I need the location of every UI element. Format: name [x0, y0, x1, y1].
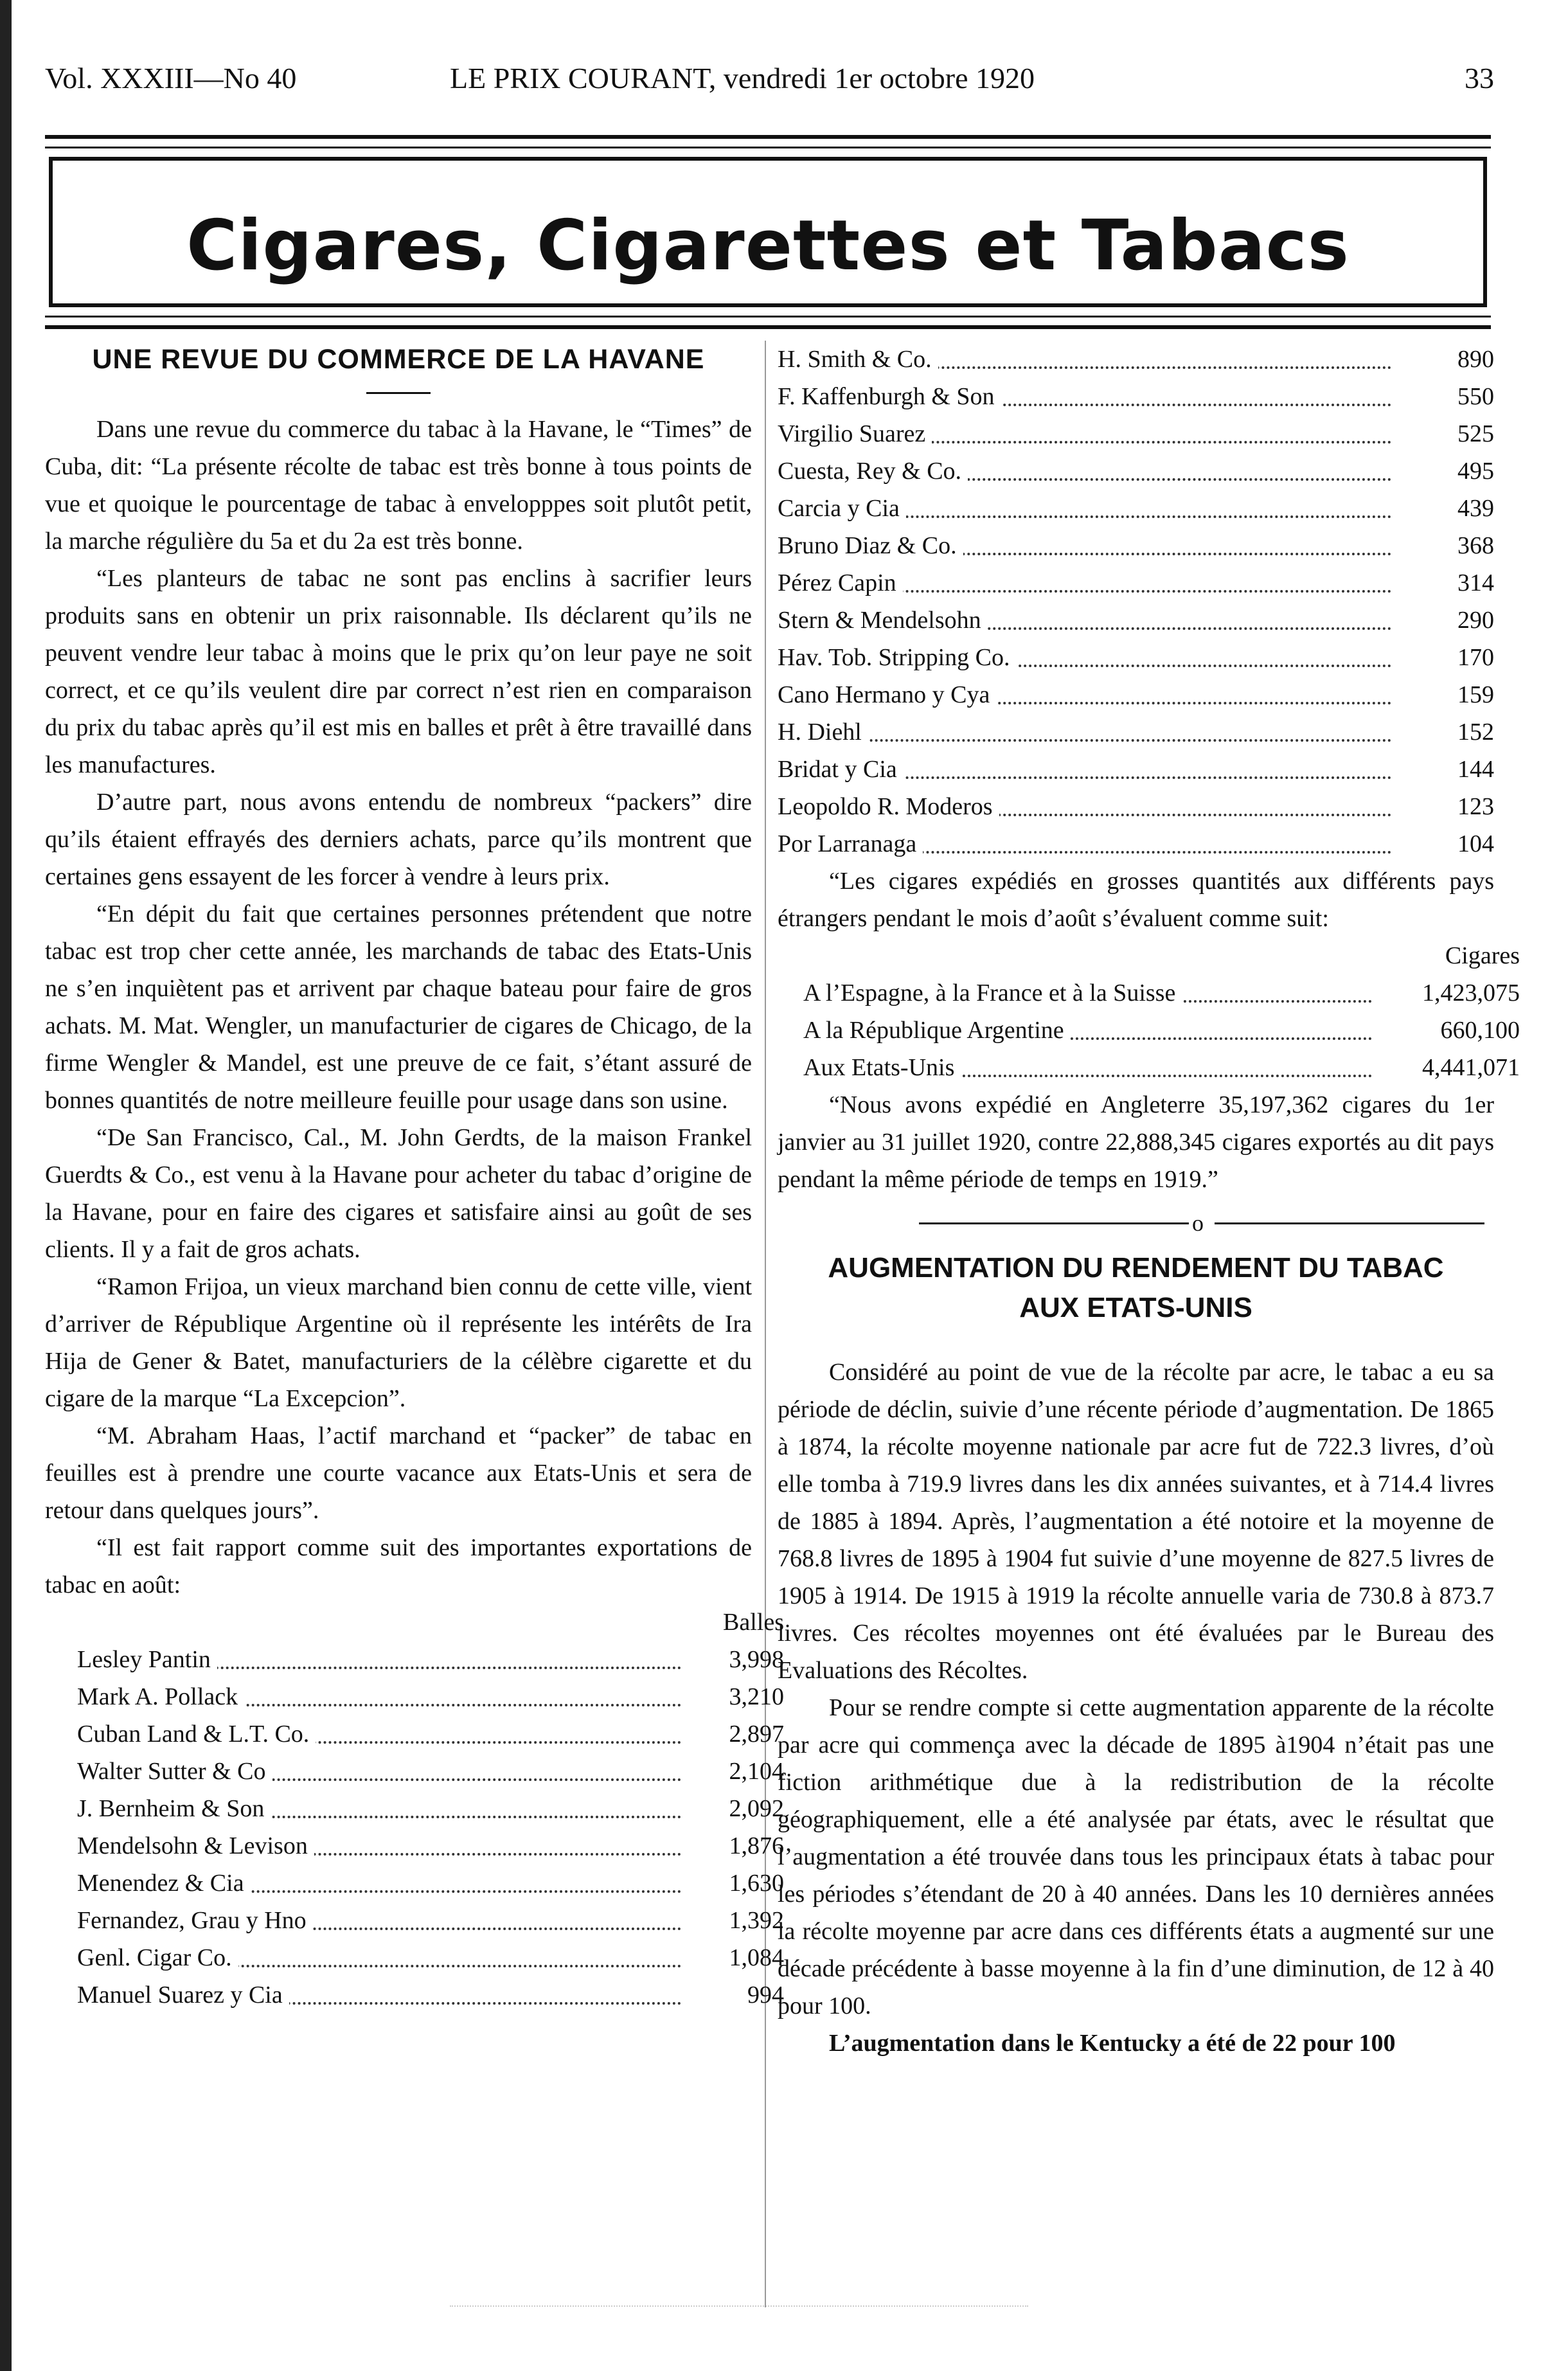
list-item: [778, 825, 1494, 863]
list-item: [77, 1641, 784, 1678]
cigars-table: [803, 937, 1520, 1086]
item-name: Hav. Tob. Stripping Co.: [778, 644, 1017, 671]
item-name: Fernandez, Grau y Hno: [77, 1907, 313, 1934]
item-name: F. Kaffenburgh & Son: [778, 383, 1001, 410]
item-value: 290: [1457, 607, 1494, 634]
paragraph: “Ramon Frijoa, un vieux marchand bien connu de cette ville, vient d’arriver de République Argentine où il représente les intérêts de Ira Hija de Gener & Batet, manufacturiers de la célèbre cigarette et du cigare de la marque “La Excepcion”.: [45, 1273, 752, 1412]
item-value: 890: [1457, 346, 1494, 373]
item-name: Cano Hermano y Cya: [778, 681, 996, 708]
item-value: 660,100: [1440, 1017, 1520, 1044]
paragraph: “En dépit du fait que certaines personnes prétendent que notre tabac est trop cher cette année, les marchands de tabac des Etats-Unis ne s’en inquiètent pas et arrivent par chaque bateau pour faire de gros achats. M. Mat. Wengler, un manufacturier de cigares de Chicago, de la firme Wengler & Mandel, est une preuve de ce fait, s’étant assuré de bonnes quantités de notre meilleure feuille pour usage dans son usine.: [45, 900, 752, 1114]
item-name: A l’Espagne, à la France et à la Suisse: [803, 980, 1182, 1007]
paragraph: D’autre part, nous avons entendu de nombreux “packers” dire qu’ils étaient effrayés des derniers achats, parce qu’ils montrent que certaines gens essayent de les forcer à vendre à leurs prix.: [45, 789, 752, 890]
item-name: Menendez & Cia: [77, 1870, 251, 1897]
list-item: [77, 1715, 784, 1753]
item-value: 2,897: [729, 1721, 784, 1748]
item-name: Por Larranaga: [778, 830, 923, 857]
list-item: [77, 1827, 784, 1865]
item-name: Genl. Cigar Co.: [77, 1944, 238, 1971]
leader-dots: [778, 739, 1391, 742]
paragraph: “Nous avons expédié en Angleterre 35,197,362 cigares du 1er janvier au 31 juillet 1920, contre 22,888,345 cigares exportés au dit pays pendant la même période de temps en 1919.”: [778, 1091, 1494, 1193]
paragraph-last-line: L’augmentation dans le Kentucky a été de 22 pour 100: [829, 2030, 1396, 2057]
item-value: 144: [1457, 756, 1494, 783]
item-value: 2,092: [729, 1795, 784, 1822]
article-separator: [778, 1204, 1494, 1242]
left-column: [45, 341, 784, 2014]
item-value: 495: [1457, 458, 1494, 485]
list-item: [77, 1939, 784, 1976]
paragraph: “Il est fait rapport comme suit des importantes exportations de tabac en août:: [45, 1534, 752, 1598]
exports-table-right: [778, 341, 1494, 863]
list-item: [778, 602, 1494, 639]
item-name: Bridat y Cia: [778, 756, 904, 783]
list-item: [77, 1976, 784, 2014]
paragraph: “Les cigares expédiés en grosses quantités aux différents pays étrangers pendant le mois d’août s’évaluent comme suit:: [778, 868, 1494, 932]
item-name: Cuesta, Rey & Co.: [778, 458, 968, 485]
item-name: Walter Sutter & Co: [77, 1758, 272, 1785]
list-item: [803, 1049, 1520, 1086]
item-value: 1,876: [729, 1832, 784, 1859]
list-item: [778, 378, 1494, 415]
print-smudge: [450, 2305, 1028, 2345]
item-name: Manuel Suarez y Cia: [77, 1982, 289, 2009]
list-item: [778, 527, 1494, 564]
title-line: AUGMENTATION DU RENDEMENT DU TABAC: [828, 1252, 1444, 1284]
list-item: [778, 639, 1494, 676]
volume-number: Vol. XXXIII—No 40: [45, 62, 297, 94]
list-item: [778, 713, 1494, 751]
item-value: 550: [1457, 383, 1494, 410]
item-name: Lesley Pantin: [77, 1646, 217, 1673]
item-name: J. Bernheim & Son: [77, 1795, 271, 1822]
list-item: [77, 1790, 784, 1827]
paragraph: “M. Abraham Haas, l’actif marchand et “packer” de tabac en feuilles est à prendre une courte vacance aux Etats-Unis et sera de retour dans quelques jours”.: [45, 1422, 752, 1524]
item-value: 3,998: [729, 1646, 784, 1673]
list-item: [778, 452, 1494, 490]
list-item: [778, 788, 1494, 825]
title-rule: [366, 392, 431, 394]
item-name: Mark A. Pollack: [77, 1683, 244, 1710]
list-item: [778, 676, 1494, 713]
item-name: Stern & Mendelsohn: [778, 607, 988, 634]
item-name: H. Smith & Co.: [778, 346, 938, 373]
right-column: [778, 341, 1520, 2062]
list-item: [77, 1678, 784, 1715]
page-number: 33: [1465, 62, 1494, 94]
list-item: [778, 490, 1494, 527]
paragraph: Considéré au point de vue de la récolte par acre, le tabac a eu sa période de déclin, suivie d’une récente période d’augmentation. De 1865 à 1874, la récolte moyenne nationale par acre fut de 722.3 livres, d’où elle tomba à 719.9 livres dans les dix années suivantes, et à 714.4 livres de 1885 à 1894. Après, l’augmentation a été notoire et la moyenne de 768.8 livres de 1895 à 1904 fut suivie d’une moyenne de 827.5 livres de 1905 à 1914. De 1915 à 1919 la récolte annuelle varia de 730.8 à 873.7 livres. Ces récoltes moyennes ont été évaluées par le Bureau des Evaluations des Récoltes.: [778, 1359, 1494, 1684]
item-name: H. Diehl: [778, 719, 868, 746]
unit-label: Cigares: [1445, 942, 1520, 969]
item-name: Cuban Land & L.T. Co.: [77, 1721, 316, 1748]
item-value: 368: [1457, 532, 1494, 559]
item-name: Carcia y Cia: [778, 495, 906, 522]
item-value: 170: [1457, 644, 1494, 671]
item-value: 152: [1457, 719, 1494, 746]
page-binding-edge: [0, 0, 12, 2371]
item-name: A la République Argentine: [803, 1017, 1071, 1044]
item-value: 4,441,071: [1422, 1054, 1520, 1081]
section-banner: [45, 135, 1491, 329]
item-value: 1,423,075: [1422, 980, 1520, 1007]
list-item: [803, 1012, 1520, 1049]
list-item: [778, 751, 1494, 788]
item-value: 2,104: [729, 1758, 784, 1785]
item-value: 159: [1457, 681, 1494, 708]
item-value: 439: [1457, 495, 1494, 522]
list-item: [803, 974, 1520, 1012]
article-title: UNE REVUE DU COMMERCE DE LA HAVANE: [92, 344, 705, 375]
item-name: Bruno Diaz & Co.: [778, 532, 963, 559]
list-item: [778, 415, 1494, 452]
list-item: [77, 1865, 784, 1902]
running-header: [45, 61, 1494, 106]
item-value: 994: [747, 1982, 784, 2009]
paragraph: Pour se rendre compte si cette augmentation apparente de la récolte par acre qui commença avec la décade de 1895 à1904 n’était pas une fiction arithmétique due à la redistribution de la récolte géographiquement, elle a été analysée par états, avec le résultat que l’augmentation a été trouvée dans tous les principaux états à tabac pour les périodes s’étendant de 20 à 40 années. Dans les 10 dernières années la récolte moyenne par acre dans ces différents états a augmenté sur une décade précédente à basse moyenne à la fin d’une diminution, de 12 à 40 pour 100.: [778, 1694, 1494, 2019]
unit-label: Balles: [723, 1609, 784, 1636]
item-value: 1,630: [729, 1870, 784, 1897]
separator-mark: o: [1192, 1210, 1204, 1236]
article-title: [778, 1248, 1494, 1328]
item-value: 3,210: [729, 1683, 784, 1710]
item-value: 1,392: [729, 1907, 784, 1934]
item-name: Leopoldo R. Moderos: [778, 793, 999, 820]
banner-frame: [49, 157, 1487, 307]
exports-table-left: [77, 1604, 784, 2014]
paragraph: Dans une revue du commerce du tabac à la Havane, le “Times” de Cuba, dit: “La présente récolte de tabac est très bonne à tous points de vue et quoique le pourcentage de tabac à envelopppes soit plutôt petit, la marche régulière du 5a et du 2a est très bonne.: [45, 416, 752, 555]
item-name: Pérez Capin: [778, 569, 903, 596]
list-item: [778, 341, 1494, 378]
item-value: 314: [1457, 569, 1494, 596]
item-value: 1,084: [729, 1944, 784, 1971]
section-title: Cigares, Cigarettes et Tabacs: [186, 206, 1350, 286]
item-value: 104: [1457, 830, 1494, 857]
title-line: AUX ETATS-UNIS: [1019, 1292, 1252, 1323]
item-name: Aux Etats-Unis: [803, 1054, 961, 1081]
paragraph: “Les planteurs de tabac ne sont pas enclins à sacrifier leurs produits sans en obtenir un prix raisonnable. Ils déclarent qu’ils ne peuvent vendre leur tabac à moins que le prix qu’on leur paye ne soit correct, et ce qu’ils veulent dire par correct n’est rien en comparaison du prix du tabac après qu’il est mis en balles et prêt à être travaillé dans les manufactures.: [45, 565, 752, 778]
paragraph: “De San Francisco, Cal., M. John Gerdts, de la maison Frankel Guerdts & Co., est venu à la Havane pour acheter du tabac d’origine de la Havane, pour en faire des cigares et satisfaire ainsi au goût de ses clients. Il y a fait de gros achats.: [45, 1124, 752, 1263]
list-item: [778, 564, 1494, 602]
masthead: LE PRIX COURANT, vendredi 1er octobre 1920: [450, 62, 1035, 94]
list-item: [77, 1902, 784, 1939]
item-name: Mendelsohn & Levison: [77, 1832, 314, 1859]
item-name: Virgilio Suarez: [778, 420, 932, 447]
item-value: 123: [1457, 793, 1494, 820]
item-value: 525: [1457, 420, 1494, 447]
list-item: [77, 1753, 784, 1790]
